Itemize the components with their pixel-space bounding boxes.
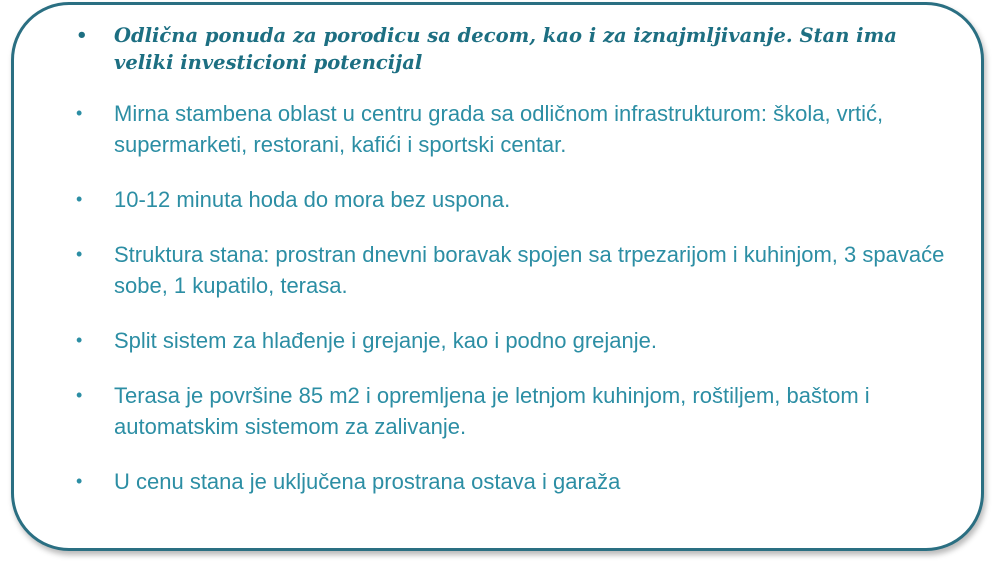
bullet-location: [76, 98, 956, 160]
bullet-dot-icon: •: [76, 330, 83, 350]
bullet-storage: [76, 466, 956, 497]
bullet-intro: [76, 22, 956, 76]
bullet-structure: [76, 239, 956, 301]
rounded-info-panel: [11, 2, 984, 551]
bullet-distance: [76, 184, 956, 215]
bullet-dot-icon: •: [76, 244, 83, 264]
feature-list: [76, 22, 956, 521]
bullet-dot-icon: •: [76, 25, 88, 46]
bullet-dot-icon: •: [76, 385, 83, 405]
bullet-climate-text: Split sistem za hlađenje i grejanje, kao i podno grejanje.: [114, 328, 657, 353]
bullet-location-text: Mirna stambena oblast u centru grada sa odličnom infrastrukturom: škola, vrtić, supermarketi, restorani, kafići i sportski centar.: [114, 101, 884, 157]
bullet-terrace: [76, 380, 956, 442]
bullet-intro-text: Odlična ponuda za porodicu sa decom, kao i za iznajmljivanje. Stan ima veliki investicioni potencijal: [114, 24, 897, 74]
bullet-distance-text: 10-12 minuta hoda do mora bez uspona.: [114, 187, 511, 212]
bullet-terrace-text: Terasa je površine 85 m2 i opremljena je letnjom kuhinjom, roštiljem, baštom i automatskim sistemom za zalivanje.: [114, 383, 870, 439]
bullet-storage-text: U cenu stana je uključena prostrana ostava i garaža: [114, 469, 621, 494]
bullet-dot-icon: •: [76, 189, 83, 209]
bullet-climate: [76, 325, 956, 356]
bullet-dot-icon: •: [76, 103, 83, 123]
bullet-dot-icon: •: [76, 471, 83, 491]
bullet-structure-text: Struktura stana: prostran dnevni boravak spojen sa trpezarijom i kuhinjom, 3 spavaće sobe, 1 kupatilo, terasa.: [114, 242, 945, 298]
